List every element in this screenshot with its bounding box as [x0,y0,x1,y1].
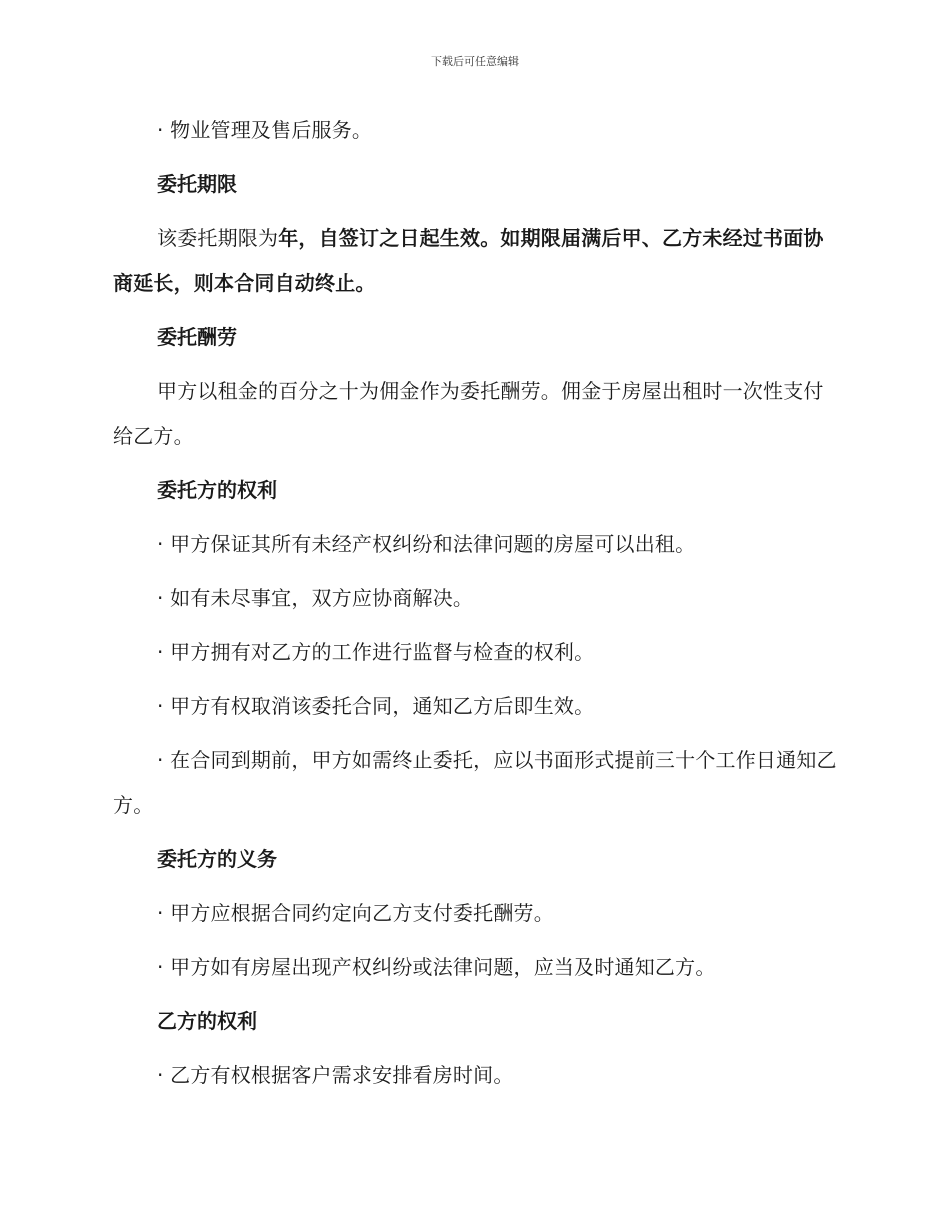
list-item-client-right-5: · 在合同到期前，甲方如需终止委托，应以书面形式提前三十个工作日通知乙方。 [113,748,837,817]
section-heading-client-obligations: 委托方的义务 [157,847,277,871]
list-item-client-right-1: · 甲方保证其所有未经产权纠纷和法律问题的房屋可以出租。 [157,532,696,556]
section-heading-remuneration: 委托酬劳 [157,325,237,349]
section-heading-term: 委托期限 [157,172,237,196]
paragraph-term [113,216,837,306]
list-item-client-obligation-2: · 甲方如有房屋出现产权纠纷或法律问题，应当及时通知乙方。 [157,955,716,979]
document-body [113,108,837,1107]
list-item-client-right-2: · 如有未尽事宜，双方应协商解决。 [157,586,474,610]
paragraph-term-bold: 年，自签订之日起生效。如期限届满后甲、乙方未经过书面协商延长，则本合同自动终止。 [113,226,824,295]
page-header-note: 下载后可任意编辑 [431,55,519,68]
list-item-client-right-4: · 甲方有权取消该委托合同，通知乙方后即生效。 [157,694,595,718]
list-item-property-management: · 物业管理及售后服务。 [157,118,373,142]
section-heading-agent-rights: 乙方的权利 [157,1009,257,1033]
list-item-agent-right-1: · 乙方有权根据客户需求安排看房时间。 [157,1063,514,1087]
list-item-client-right-3: · 甲方拥有对乙方的工作进行监督与检查的权利。 [157,640,595,664]
paragraph-term-normal: 该委托期限为 [157,226,279,250]
section-heading-client-rights: 委托方的权利 [157,478,277,502]
paragraph-remuneration: 甲方以租金的百分之十为佣金作为委托酬劳。佣金于房屋出租时一次性支付给乙方。 [113,379,824,448]
list-item-client-obligation-1: · 甲方应根据合同约定向乙方支付委托酬劳。 [157,901,554,925]
